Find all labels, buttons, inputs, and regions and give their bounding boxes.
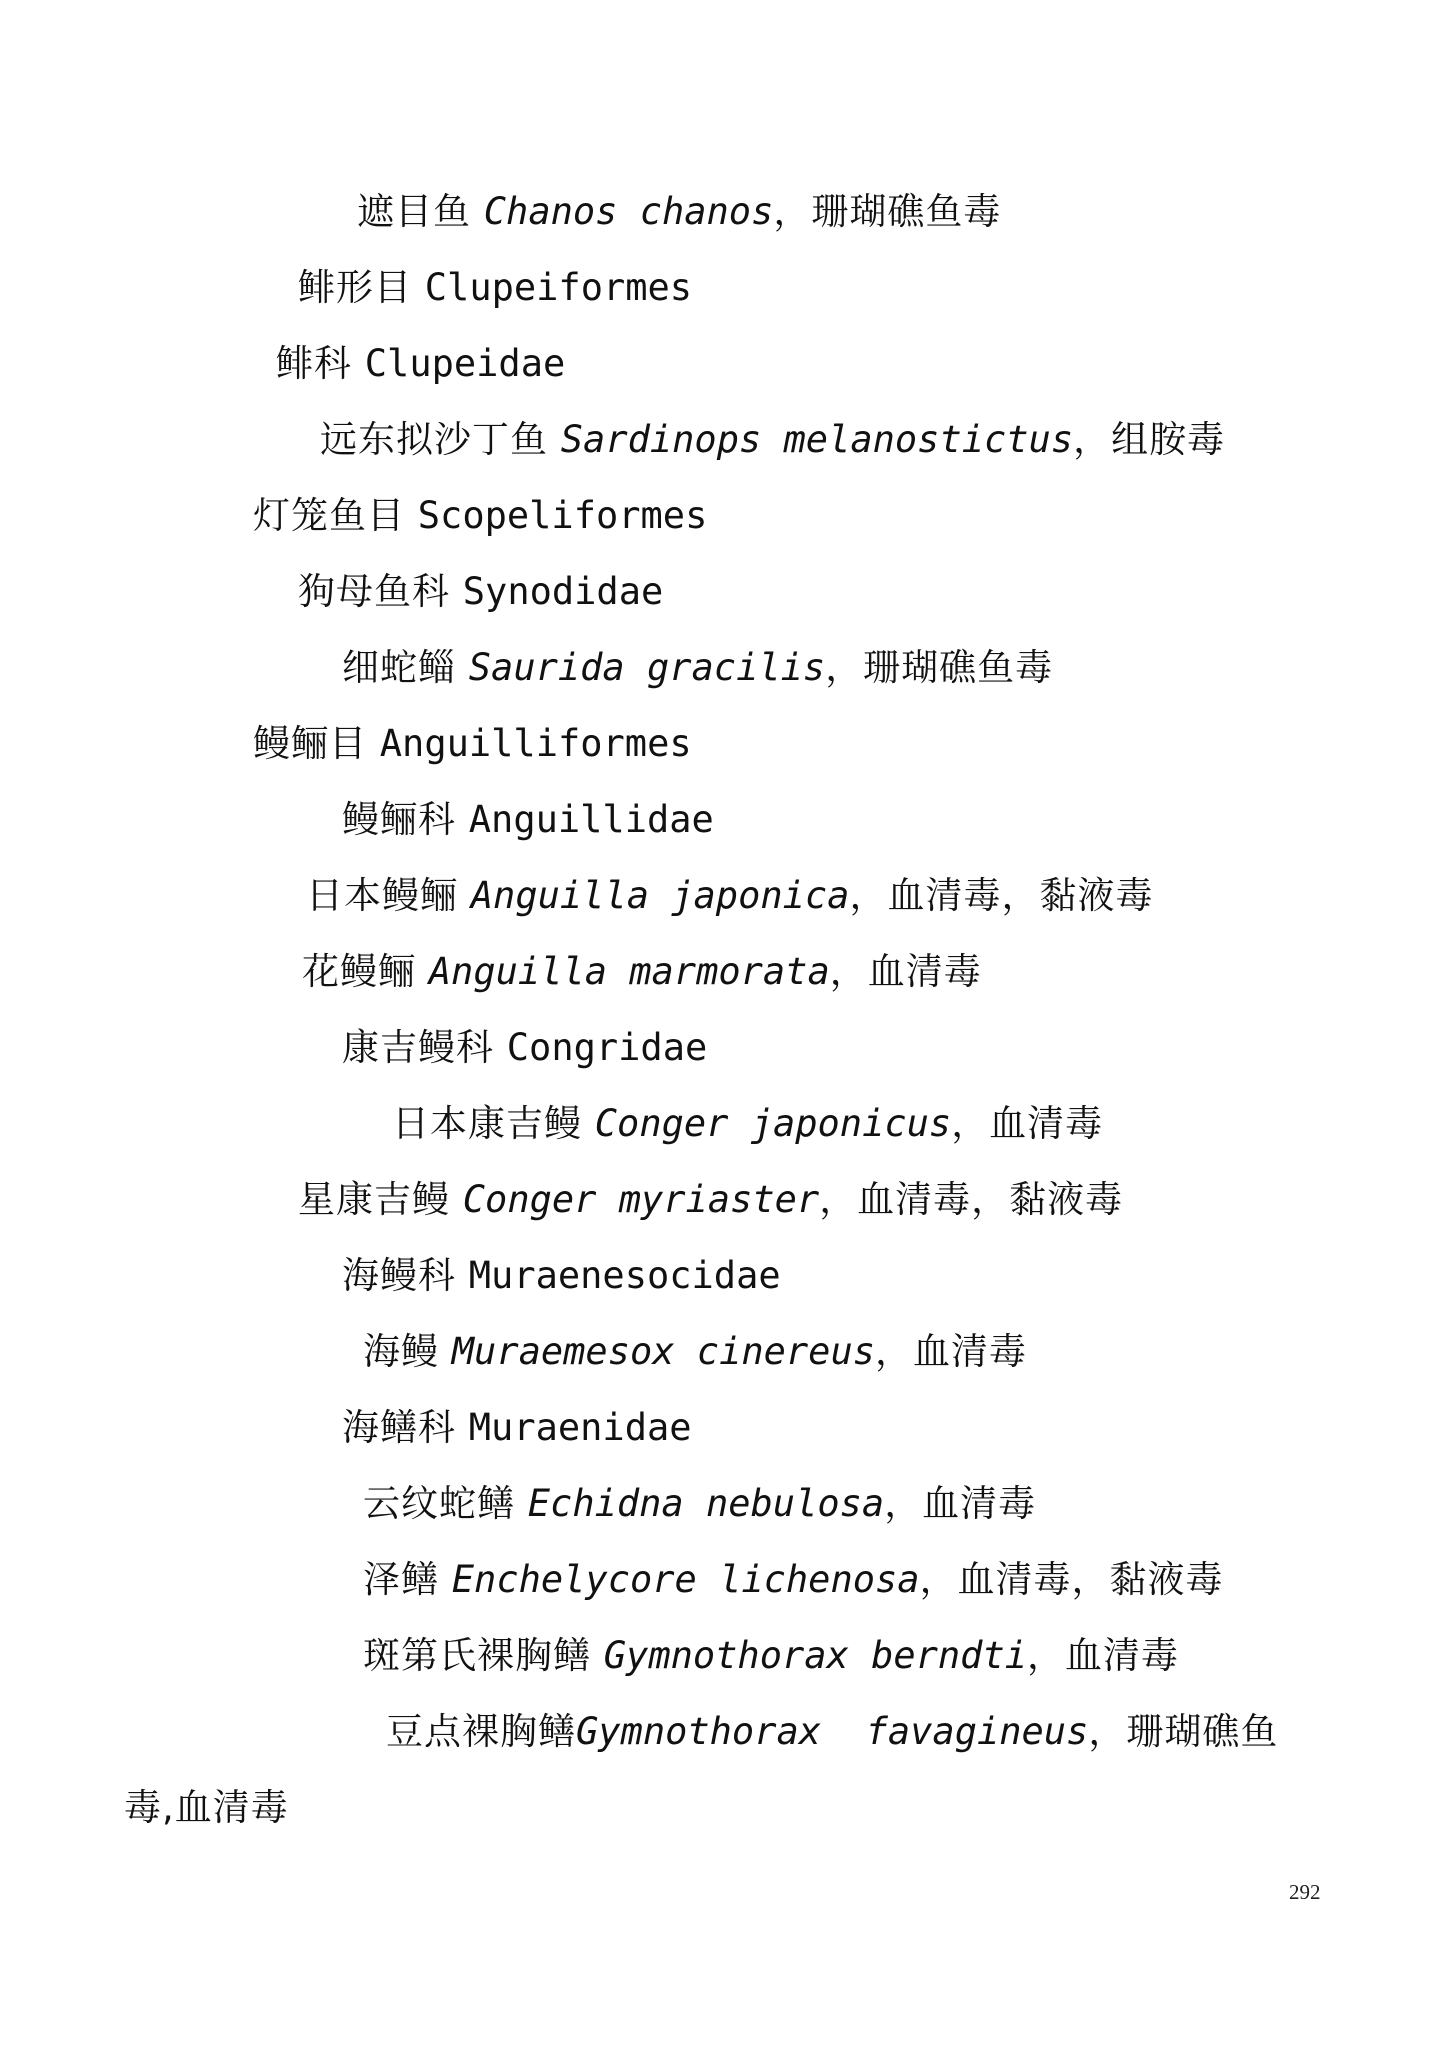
entry-line xyxy=(302,947,982,997)
latin-name: Gymnothorax favagineus xyxy=(576,1710,1089,1753)
toxin-note: ，血清毒，黏液毒 xyxy=(819,1178,1124,1221)
toxin-note: ，珊瑚礁鱼 xyxy=(1088,1710,1279,1753)
entry-line xyxy=(363,1479,1036,1529)
chinese-name: 海鳝科 xyxy=(342,1406,456,1449)
chinese-name: 鳗鲡科 xyxy=(342,798,456,841)
chinese-name: 狗母鱼科 xyxy=(298,570,450,613)
toxin-note: ，血清毒 xyxy=(875,1330,1028,1373)
latin-name: Muraenesocidae xyxy=(468,1254,781,1297)
entry-line xyxy=(342,1403,692,1453)
entry-line xyxy=(342,795,714,845)
entry-line xyxy=(363,1631,1179,1681)
toxin-note: ，血清毒 xyxy=(951,1102,1104,1145)
chinese-name: 豆点裸胸鳝 xyxy=(386,1710,576,1753)
latin-name: Chanos chanos xyxy=(483,190,774,233)
latin-name: Synodidae xyxy=(462,570,664,613)
toxin-note: 毒,血清毒 xyxy=(124,1786,289,1829)
chinese-name: 鳗鲡目 xyxy=(253,722,367,765)
latin-name: Clupeiformes xyxy=(424,266,693,309)
chinese-name: 海鳗 xyxy=(363,1330,439,1373)
toxin-note: ，血清毒，黏液毒 xyxy=(919,1558,1224,1601)
latin-name: Anguilla marmorata xyxy=(428,950,830,993)
entry-line xyxy=(392,1099,1103,1149)
latin-name: Muraemesox cinereus xyxy=(451,1330,876,1373)
chinese-name: 灯笼鱼目 xyxy=(253,494,405,537)
latin-name: Muraenidae xyxy=(468,1406,692,1449)
latin-name: Anguillidae xyxy=(468,798,714,841)
latin-name: Conger myriaster xyxy=(462,1178,820,1221)
latin-name: Saurida gracilis xyxy=(468,646,826,689)
page-number: 292 xyxy=(1289,1880,1321,1904)
entry-line xyxy=(298,567,663,617)
chinese-name: 泽鳝 xyxy=(363,1558,439,1601)
latin-name: Congridae xyxy=(506,1026,708,1069)
latin-name: Enchelycore lichenosa xyxy=(451,1558,920,1601)
chinese-name: 日本康吉鳗 xyxy=(392,1102,582,1145)
latin-name: Anguilla japonica xyxy=(470,874,850,917)
chinese-name: 鲱科 xyxy=(276,342,352,385)
chinese-name: 康吉鳗科 xyxy=(342,1026,494,1069)
entry-line xyxy=(342,643,1053,693)
entry-line xyxy=(298,263,692,313)
chinese-name: 细蛇鲻 xyxy=(342,646,456,689)
toxin-note: ，珊瑚礁鱼毒 xyxy=(773,190,1002,233)
entry-line xyxy=(253,719,692,769)
latin-name: Scopeliformes xyxy=(417,494,708,537)
entry-line xyxy=(276,339,565,389)
chinese-name: 鲱形目 xyxy=(298,266,412,309)
entry-line xyxy=(386,1707,1278,1757)
latin-name: Sardinops melanostictus xyxy=(560,418,1074,461)
chinese-name: 花鳗鲡 xyxy=(302,950,416,993)
toxin-note: ，血清毒，黏液毒 xyxy=(849,874,1154,917)
toxin-note: ，组胺毒 xyxy=(1073,418,1226,461)
entry-line xyxy=(253,491,707,541)
toxin-note: ，血清毒 xyxy=(829,950,982,993)
toxin-note: ，血清毒 xyxy=(1027,1634,1180,1677)
latin-name: Anguilliformes xyxy=(379,722,692,765)
entry-line xyxy=(306,871,1153,921)
latin-name: Echidna nebulosa xyxy=(527,1482,885,1525)
entry-line xyxy=(357,187,1001,237)
entry-line xyxy=(342,1251,781,1301)
latin-name: Clupeidae xyxy=(364,342,566,385)
chinese-name: 星康吉鳗 xyxy=(298,1178,450,1221)
entry-line xyxy=(342,1023,707,1073)
chinese-name: 远东拟沙丁鱼 xyxy=(320,418,548,461)
entry-line xyxy=(298,1175,1123,1225)
continuation-line xyxy=(124,1783,289,1833)
chinese-name: 海鳗科 xyxy=(342,1254,456,1297)
entry-line xyxy=(363,1327,1027,1377)
entry-line xyxy=(363,1555,1224,1605)
toxin-note: ，珊瑚礁鱼毒 xyxy=(825,646,1054,689)
latin-name: Conger japonicus xyxy=(594,1102,952,1145)
chinese-name: 云纹蛇鳝 xyxy=(363,1482,515,1525)
chinese-name: 斑第氏裸胸鳝 xyxy=(363,1634,591,1677)
latin-name: Gymnothorax berndti xyxy=(603,1634,1028,1677)
chinese-name: 遮目鱼 xyxy=(357,190,471,233)
entry-line xyxy=(320,415,1225,465)
chinese-name: 日本鳗鲡 xyxy=(306,874,458,917)
toxin-note: ，血清毒 xyxy=(884,1482,1037,1525)
